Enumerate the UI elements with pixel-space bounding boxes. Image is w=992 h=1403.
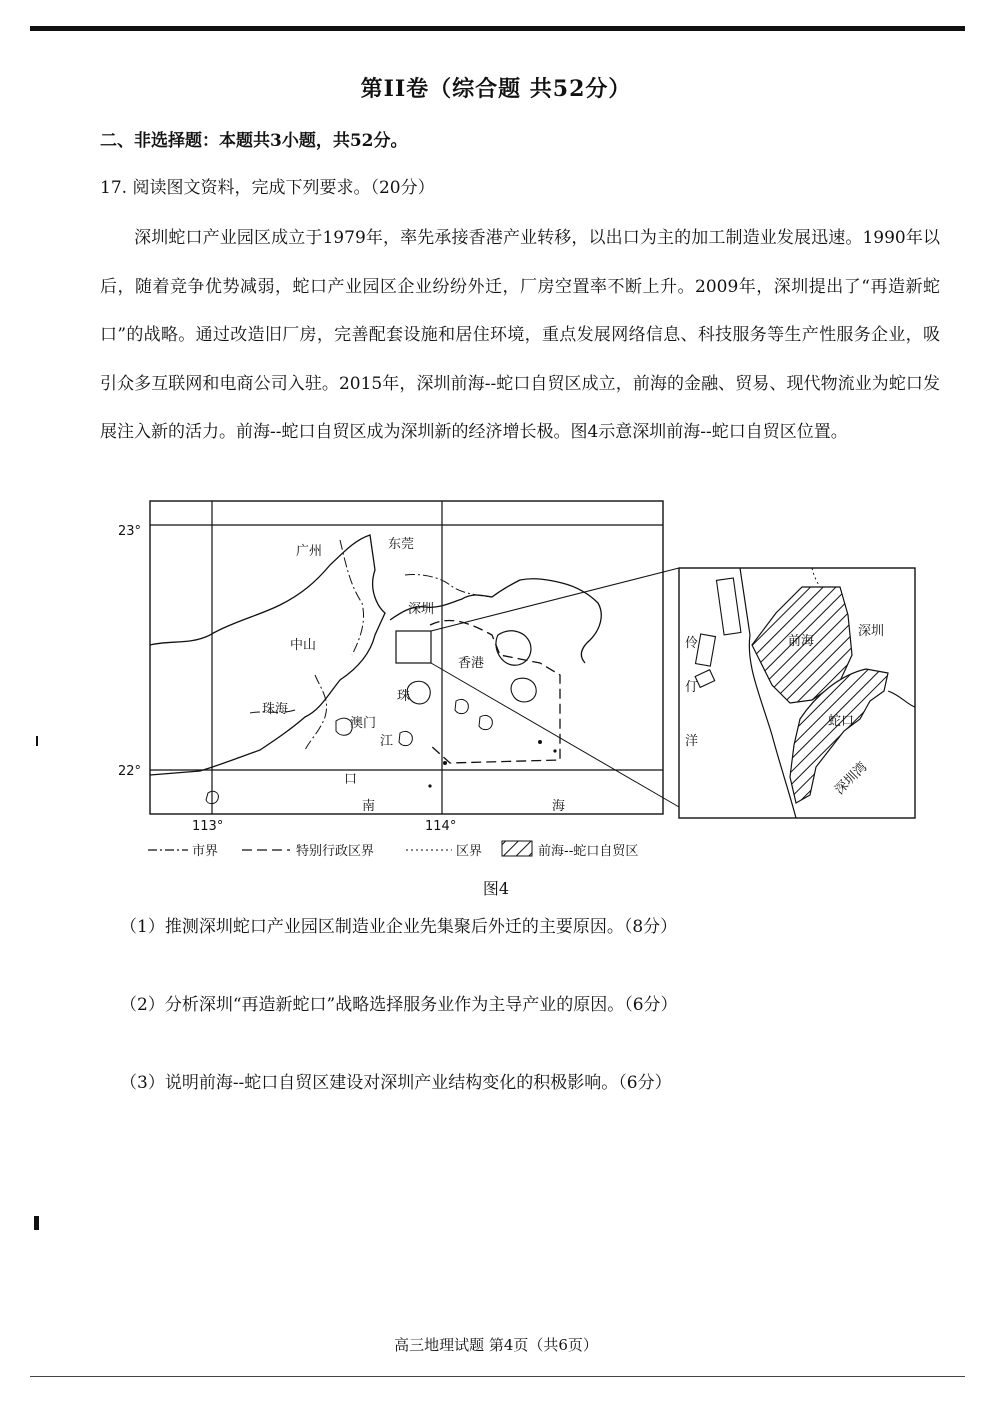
legend-district-border: 区界 — [456, 844, 483, 859]
inset-label-shenzhen-bay: 深圳湾 — [832, 759, 871, 798]
connector-top — [431, 568, 679, 631]
label-nan: 南 — [362, 799, 376, 814]
bottom-rule — [30, 1376, 965, 1377]
scan-mark — [34, 1216, 39, 1230]
coastline-east — [390, 579, 601, 663]
lat-23-label: 23° — [118, 524, 142, 539]
question-header: 17. 阅读图文资料，完成下列要求。（20分） — [100, 178, 435, 198]
city-border-3 — [305, 675, 327, 750]
city-border-1 — [340, 540, 364, 655]
label-zhuhai: 珠海 — [262, 702, 289, 717]
page-title: 第II卷（综合题 共52分） — [360, 76, 632, 102]
locator-box — [396, 631, 431, 663]
label-kou: 口 — [344, 772, 358, 787]
inset-label-ding: 仃 — [685, 680, 699, 695]
hk-island-2 — [511, 678, 536, 702]
inset-label-qianhai: 前海 — [788, 634, 815, 649]
label-hongkong: 香港 — [458, 656, 485, 671]
lon-113-label: 113° — [192, 819, 224, 834]
inset-label-shenzhen: 深圳 — [858, 624, 885, 639]
lantau-island — [407, 681, 430, 704]
coastline-west — [150, 535, 385, 775]
inset-label-yang: 洋 — [685, 734, 699, 749]
legend-city-border: 市界 — [192, 844, 219, 859]
inset-label-ling: 伶 — [685, 636, 699, 651]
figure-caption: 图4 — [482, 879, 510, 898]
label-macau: 澳门 — [350, 716, 377, 731]
question-paragraph — [100, 214, 940, 457]
label-zhongshan: 中山 — [290, 638, 317, 653]
sub-question-1: （1）推测深圳蛇口产业园区制造业企业先集聚后外迁的主要原因。（8分） — [120, 917, 678, 937]
connector-bottom — [431, 663, 679, 807]
legend-ftz-symbol — [502, 841, 532, 856]
scan-mark — [36, 736, 38, 746]
page-footer: 高三地理试题 第4页（共6页） — [394, 1336, 598, 1354]
top-rule — [30, 26, 965, 31]
label-shenzhen: 深圳 — [408, 602, 435, 617]
paragraph-text: 深圳蛇口产业园区成立于1979年，率先承接香港产业转移，以出口为主的加工制造业发展迅速。1990年以后，随着竞争优势减弱，蛇口产业园区企业纷纷外迁，厂房空置率不断上升。2009年，深圳提出了“再造新蛇口”的战略。通过改造旧厂房，完善配套设施和居住环境，重点发展网络信息、科技服务等生产性服务企业，吸引众多互联网和电商公司入驻。2015年，深圳前海--蛇口自贸区成立，前海的金融、贸易、现代物流业为蛇口发展注入新的活力。前海--蛇口自贸区成为深圳新的经济增长极。图4示意深圳前海--蛇口自贸区位置。 — [100, 228, 940, 442]
inset-island-1 — [716, 578, 740, 635]
sub-question-3: （3）说明前海--蛇口自贸区建设对深圳产业结构变化的积极影响。（6分） — [120, 1073, 672, 1093]
figure-4-map — [100, 495, 930, 865]
legend-sar-border: 特别行政区界 — [296, 844, 375, 859]
label-guangzhou: 广州 — [296, 544, 323, 559]
section-heading: 二、非选择题：本题共3小题，共52分。 — [100, 131, 408, 151]
inset-label-shekou: 蛇口 — [828, 714, 855, 729]
label-jiang: 江 — [380, 734, 394, 749]
label-hai: 海 — [552, 799, 566, 814]
sub-question-2: （2）分析深圳“再造新蛇口”战略选择服务业作为主导产业的原因。（6分） — [120, 995, 678, 1015]
city-border-2 — [405, 574, 492, 597]
label-dongguan: 东莞 — [388, 537, 415, 552]
label-zhu: 珠 — [397, 689, 411, 704]
lat-22-label: 22° — [118, 764, 142, 779]
legend-ftz: 前海--蛇口自贸区 — [538, 844, 639, 859]
lon-114-label: 114° — [425, 819, 457, 834]
